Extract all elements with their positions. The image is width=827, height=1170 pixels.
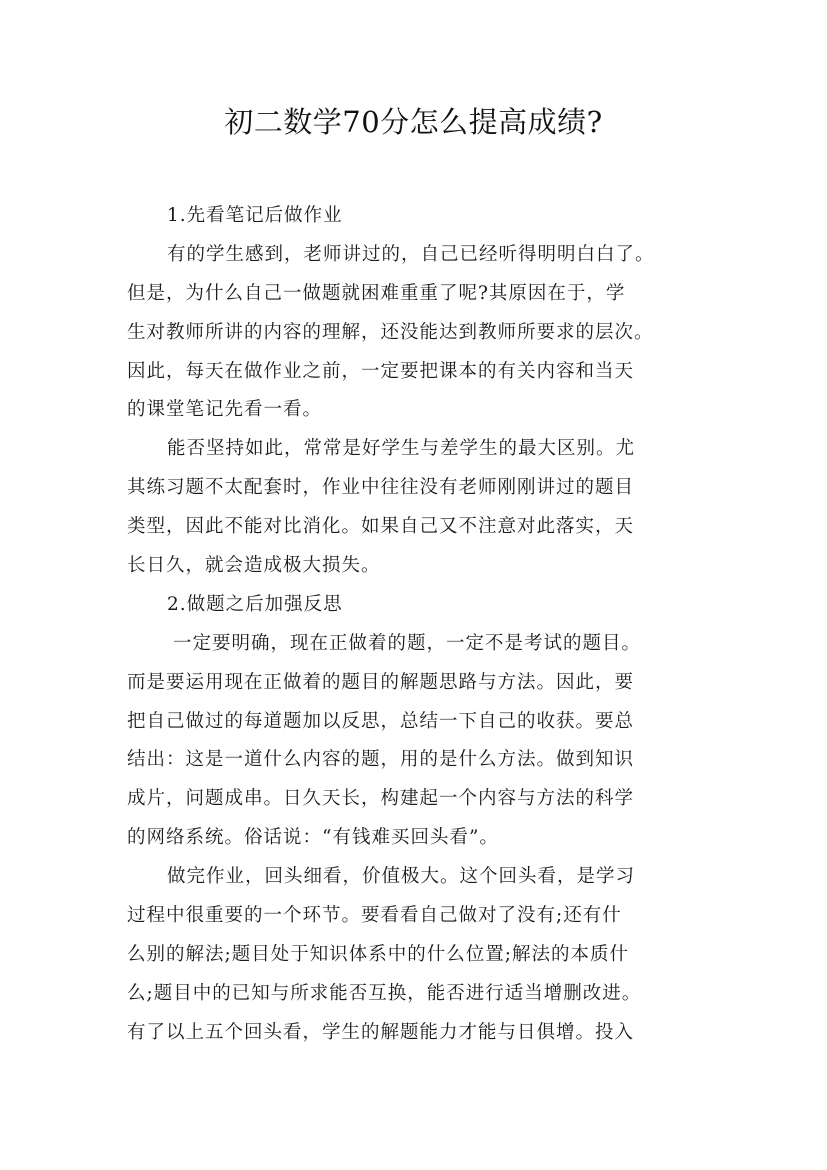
paragraph-line: 生对教师所讲的内容的理解，还没能达到教师所要求的层次。 xyxy=(127,321,654,343)
paragraph-line: 因此，每天在做作业之前，一定要把课本的有关内容和当天 xyxy=(127,360,635,382)
paragraph-line: 类型，因此不能对比消化。如果自己又不注意对此落实，天 xyxy=(127,516,635,538)
paragraph-line: 能否坚持如此，常常是好学生与差学生的最大区别。尤 xyxy=(167,438,636,460)
paragraph-line: 其练习题不太配套时，作业中往往没有老师刚刚讲过的题目 xyxy=(127,477,635,499)
section-heading-2: 2.做题之后加强反思 xyxy=(167,593,343,615)
paragraph-line: 做完作业，回头细看，价值极大。这个回头看，是学习 xyxy=(167,866,636,888)
paragraph-line: 的课堂笔记先看一看。 xyxy=(127,399,323,421)
paragraph-line: 但是，为什么自己一做题就困难重重了呢?其原因在于，学 xyxy=(127,282,626,304)
paragraph-line: 么别的解法;题目处于知识体系中的什么位置;解法的本质什 xyxy=(127,943,629,965)
paragraph-line: 有的学生感到，老师讲过的，自己已经听得明明白白了。 xyxy=(167,243,655,265)
paragraph-line: 而是要运用现在正做着的题目的解题思路与方法。因此，要 xyxy=(127,671,635,693)
document-title: 初二数学70分怎么提高成绩? xyxy=(224,105,603,139)
paragraph-line: 成片，问题成串。日久天长，构建起一个内容与方法的科学 xyxy=(127,788,635,810)
paragraph-line: 过程中很重要的一个环节。要看看自己做对了没有;还有什 xyxy=(127,905,622,927)
paragraph-line: 把自己做过的每道题加以反思，总结一下自己的收获。要总 xyxy=(127,710,635,732)
document-body xyxy=(127,197,707,1053)
paragraph-line: 的网络系统。俗话说：“有钱难买回头看”。 xyxy=(127,827,499,849)
paragraph-line: 结出：这是一道什么内容的题，用的是什么方法。做到知识 xyxy=(127,749,635,771)
section-heading-1: 1.先看笔记后做作业 xyxy=(167,205,343,226)
paragraph-line: 么;题目中的已知与所求能否互换，能否进行适当增删改进。 xyxy=(127,982,642,1004)
paragraph-line: 有了以上五个回头看，学生的解题能力才能与日俱增。投入 xyxy=(127,1021,635,1043)
paragraph-line: 长日久，就会造成极大损失。 xyxy=(127,555,381,577)
paragraph-line: 一定要明确，现在正做着的题，一定不是考试的题目。 xyxy=(173,632,642,654)
